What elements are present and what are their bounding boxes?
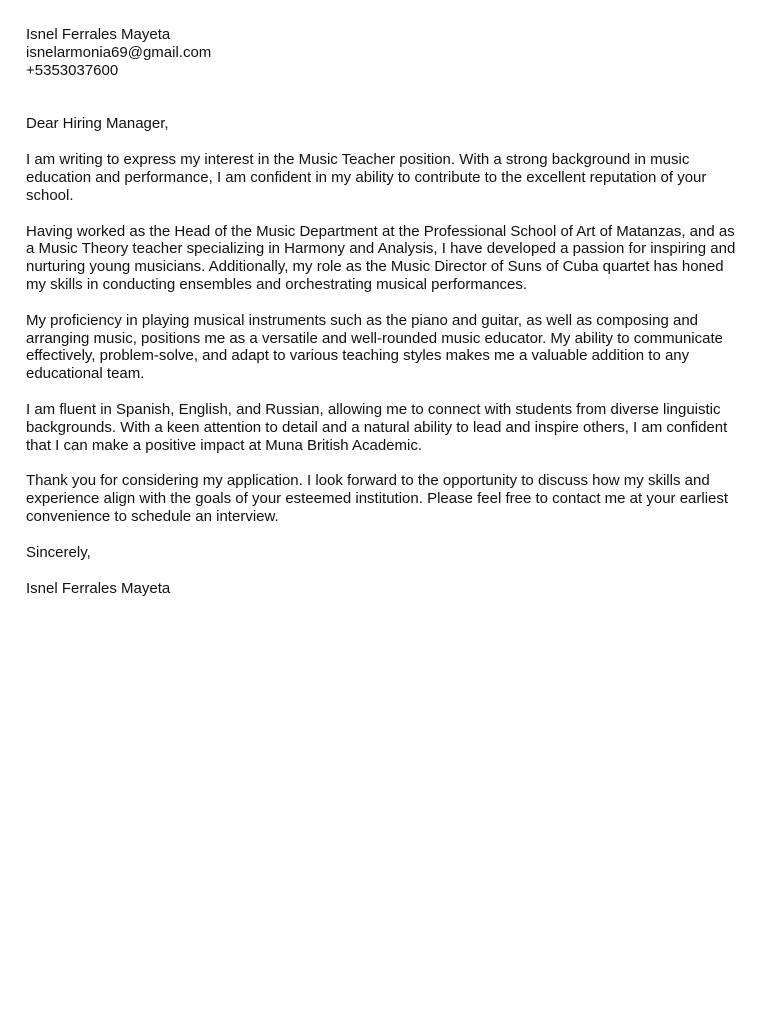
body-paragraph-4: I am fluent in Spanish, English, and Russian, allowing me to connect with students from diverse linguistic backgrounds. With a keen attention to detail and a natural ability to lead and inspire others, I am confident that I can make a positive impact at Muna British Academic.	[26, 400, 728, 454]
body-paragraph-3: My proficiency in playing musical instruments such as the piano and guitar, as well as composing and arranging music, positions me as a versatile and well-rounded music educator. My ability to communicate effectively, problem-solve, and adapt to various teaching styles makes me a valuable addition to any educational team.	[26, 311, 723, 383]
sender-name: Isnel Ferrales Mayeta	[26, 26, 171, 43]
sender-email: isnelarmonia69@gmail.com	[26, 43, 212, 61]
closing: Sincerely,	[26, 543, 91, 561]
sender-contact-block	[26, 26, 738, 79]
body-paragraph-5: Thank you for considering my application. I look forward to the opportunity to discuss how my skills and experience align with the goals of your esteemed institution. Please feel free to contact me at your earliest convenience to schedule an interview.	[26, 472, 729, 525]
body-paragraph-1: I am writing to express my interest in the Music Teacher position. With a strong background in music education and performance, I am confident in my ability to contribute to the excellent reputation of your school.	[26, 151, 707, 204]
sender-phone: +5353037600	[26, 61, 119, 79]
salutation: Dear Hiring Manager,	[26, 115, 169, 133]
body-paragraph-2: Having worked as the Head of the Music Department at the Professional School of Art of Matanzas, and as a Music Theory teacher specializing in Harmony and Analysis, I have developed a passion for inspiring and nurturing young musicians. Additionally, my role as the Music Director of Suns of Cuba quartet has honed my skills in conducting ensembles and orchestrating musical performances.	[26, 222, 736, 293]
signature-name: Isnel Ferrales Mayeta	[26, 579, 171, 597]
